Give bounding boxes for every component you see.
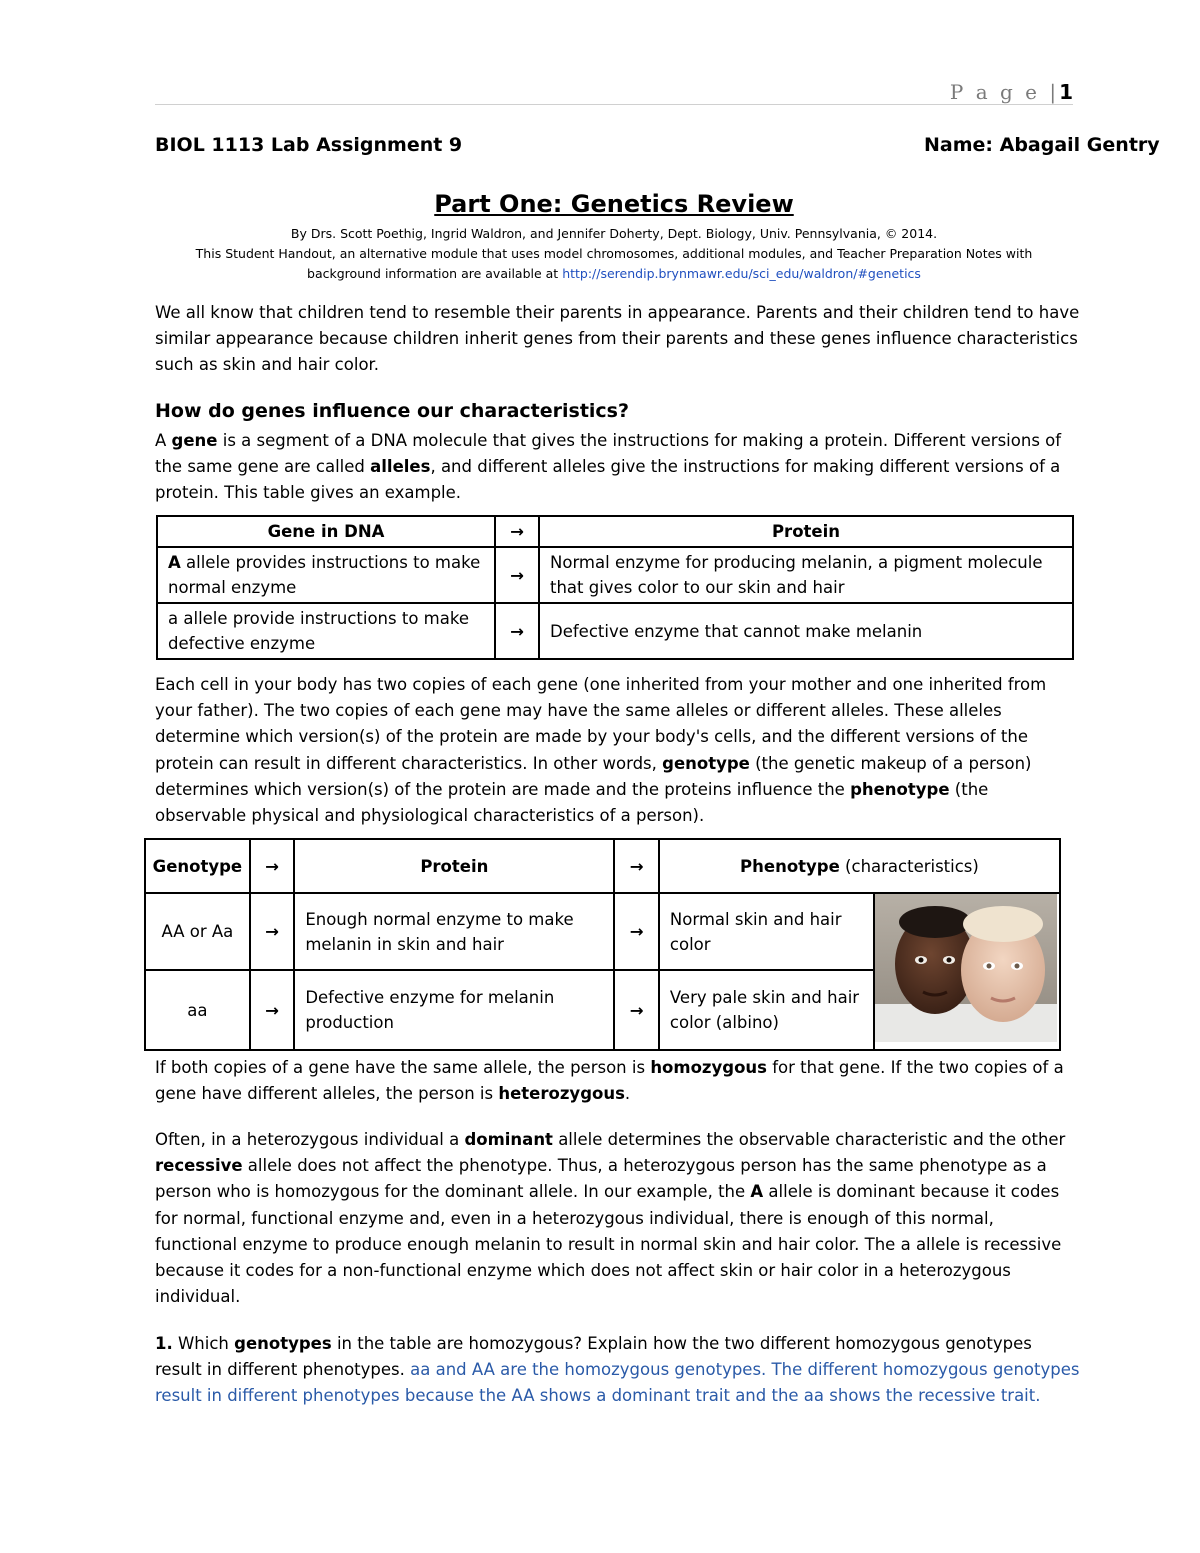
arrow-icon: → <box>495 547 539 603</box>
arrow-icon: → <box>250 970 295 1050</box>
table2-genotype-cell: AA or Aa <box>145 893 250 970</box>
course-title: BIOL 1113 Lab Assignment 9 <box>155 134 463 156</box>
page-number: P a g e |1 <box>949 80 1073 104</box>
intro-paragraph: We all know that children tend to resemble their parents in appearance. Parents and their children tend to have similar appearance because children inherit genes from their parents and these genes influence characteristics such as skin and hair color. <box>155 303 1080 375</box>
genotype-phenotype-table <box>144 838 1061 1051</box>
gene-paragraph: A gene is a segment of a DNA molecule that gives the instructions for making a protein. Different versions of the same gene are called alleles, and different alleles give the instructions for making different versions of a protein. This table gives an example. <box>155 431 1062 503</box>
arrow-icon: → <box>495 603 539 659</box>
table2-phenotype-cell: Very pale skin and hair color (albino) <box>659 970 874 1050</box>
table2-protein-cell: Enough normal enzyme to make melanin in skin and hair <box>294 893 614 970</box>
table1-gene-cell: A allele provides instructions to make normal enzyme <box>157 547 495 603</box>
arrow-icon: → <box>614 970 659 1050</box>
children-photo-icon <box>875 894 1057 1042</box>
credits-line-1: By Drs. Scott Poethig, Ingrid Waldron, and Jennifer Doherty, Dept. Biology, Univ. Pennsylvania, © 2014. <box>290 226 938 241</box>
credits-line-2: This Student Handout, an alternative module that uses model chromosomes, additional modules, and Teacher Preparation Notes with <box>195 246 1033 261</box>
table-row <box>157 603 1073 659</box>
homozygous-paragraph: If both copies of a gene have the same allele, the person is homozygous for that gene. If the two copies of a gene have different alleles, the person is heterozygous. <box>155 1058 1064 1104</box>
credits-line-3: background information are available at http://serendip.brynmawr.edu/sci_edu/waldron/#genetics <box>307 266 921 281</box>
section-heading: How do genes influence our characteristics? <box>155 400 630 422</box>
albinism-photo <box>874 893 1060 1050</box>
student-name: Name: Abagail Gentry <box>924 134 1160 156</box>
table2-header-arrow: → <box>614 839 659 893</box>
table1-protein-cell: Normal enzyme for producing melanin, a pigment molecule that gives color to our skin and hair <box>539 547 1073 603</box>
table2-header-genotype: Genotype <box>145 839 250 893</box>
table1-header-gene: Gene in DNA <box>157 516 495 547</box>
credits-link[interactable]: http://serendip.brynmawr.edu/sci_edu/waldron/#genetics <box>562 266 921 281</box>
table1-gene-cell: a allele provide instructions to make defective enzyme <box>157 603 495 659</box>
header-divider <box>155 104 1073 105</box>
table-row <box>145 893 1060 970</box>
gene-protein-table <box>156 515 1074 660</box>
table2-header-phenotype: Phenotype (characteristics) <box>659 839 1060 893</box>
arrow-icon: → <box>614 893 659 970</box>
table1-header-arrow: → <box>495 516 539 547</box>
answer-text[interactable]: aa and AA are the homozygous genotypes. The different homozygous genotypes result in different phenotypes because the AA shows a dominant trait and the aa shows the recessive trait. <box>155 1360 1080 1406</box>
table-row <box>157 547 1073 603</box>
credits <box>0 224 1200 284</box>
table1-header-protein: Protein <box>539 516 1073 547</box>
question-1: 1. Which genotypes in the table are homozygous? Explain how the two different homozygous genotypes result in different phenotypes. aa and AA are the homozygous genotypes. The different homozygous genotypes result in different phenotypes because the AA shows a dominant trait and the aa shows the recessive trait. <box>155 1334 1080 1406</box>
table2-phenotype-cell: Normal skin and hair color <box>659 893 874 970</box>
table2-protein-cell: Defective enzyme for melanin production <box>294 970 614 1050</box>
document-title: Part One: Genetics Review <box>434 190 794 218</box>
arrow-icon: → <box>250 893 295 970</box>
cell-paragraph: Each cell in your body has two copies of each gene (one inherited from your mother and one inherited from your father). The two copies of each gene may have the same alleles or different alleles. These alleles determine which version(s) of the protein are made by your body's cells, and the different versions of the protein can result in different characteristics. In other words, genotype (the genetic makeup of a person) determines which version(s) of the protein are made and the proteins influence the phenotype (the observable physical and physiological characteristics of a person). <box>155 675 1047 826</box>
table1-protein-cell: Defective enzyme that cannot make melanin <box>539 603 1073 659</box>
table2-genotype-cell: aa <box>145 970 250 1050</box>
table2-header-arrow: → <box>250 839 295 893</box>
dominance-paragraph: Often, in a heterozygous individual a dominant allele determines the observable characteristic and the other recessive allele does not affect the phenotype. Thus, a heterozygous person has the same phenotype as a person who is homozygous for the dominant allele. In our example, the A allele is dominant because it codes for normal, functional enzyme and, even in a heterozygous individual, there is enough of this normal, functional enzyme to produce enough melanin to result in normal skin and hair color. The a allele is recessive because it codes for a non-functional enzyme which does not affect skin or hair color in a heterozygous individual. <box>155 1130 1066 1307</box>
table2-header-protein: Protein <box>294 839 614 893</box>
